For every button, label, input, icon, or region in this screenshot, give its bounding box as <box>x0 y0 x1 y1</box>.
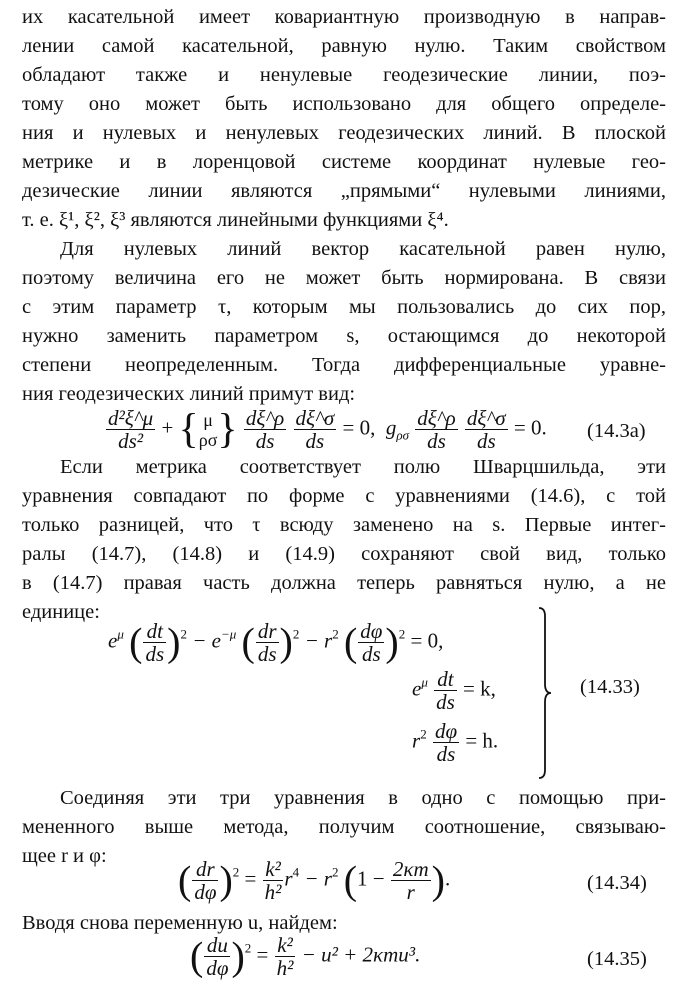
paren-close: ) <box>219 857 233 903</box>
text-line: дезические линии являются „прямыми“ нулевыми линиями, <box>22 180 666 202</box>
paren-close: ) <box>431 857 445 903</box>
equation-14-33-row1 <box>108 620 443 665</box>
text-line: единице: <box>22 601 100 623</box>
exponent: −μ <box>220 626 237 642</box>
fraction <box>294 407 337 452</box>
fraction <box>244 407 286 452</box>
denominator: ds <box>436 690 455 714</box>
equation-14-34 <box>178 858 450 903</box>
paren-open: ( <box>190 933 204 979</box>
metric-g: g <box>385 415 397 440</box>
numerator: 2κm <box>392 857 429 881</box>
fraction <box>465 407 508 452</box>
text-line: лении самой касательной, равную нулю. Таким свойством <box>22 35 666 57</box>
left-brace-glyph: { <box>178 406 199 453</box>
paren-open: ( <box>241 619 255 665</box>
numerator: dt <box>434 668 457 691</box>
equals-sign: = <box>244 866 257 891</box>
minus-r: − r <box>304 628 333 653</box>
equation-number: (14.34) <box>587 872 647 894</box>
equation-number: (14.3a) <box>587 420 646 442</box>
fraction <box>143 620 166 665</box>
exponent: μ <box>421 674 428 690</box>
square-exponent: 2 <box>292 626 300 642</box>
system-right-brace <box>536 606 556 780</box>
fraction <box>263 858 284 903</box>
numerator: dr <box>192 858 218 881</box>
denominator: ds <box>305 429 325 453</box>
text-line: нужно заменить параметром s, остающимся до некоторой <box>22 325 666 347</box>
paren-open: ( <box>129 619 143 665</box>
paren-close: ) <box>167 619 181 665</box>
text-line: Для нулевых линий вектор касательной равен нулю, <box>60 238 666 260</box>
fraction <box>391 858 431 903</box>
text-line: степени неопределенным. Тогда дифференциальные уравне- <box>22 354 666 376</box>
christoffel-symbol <box>199 410 218 450</box>
denominator: ds <box>427 429 446 453</box>
denominator: h² <box>276 956 294 980</box>
equation-14-33-row2 <box>412 668 496 713</box>
square-exponent: 2 <box>244 940 252 956</box>
r-symbol: r <box>412 728 421 753</box>
denominator: dφ <box>194 880 217 904</box>
numerator: k² <box>275 934 296 957</box>
text-line: с этим параметр τ, которым мы пользовались до сих пор, <box>22 296 666 318</box>
numerator: d²ξ^μ <box>108 406 154 430</box>
text-line: поэтому величина его не может быть нормирована. В связи <box>22 267 666 289</box>
text-line: их касательной имеет ковариантную производную в направ- <box>22 6 666 28</box>
equals-zero: = 0. <box>513 415 547 440</box>
christoffel-bottom: ρσ <box>198 429 218 450</box>
text-line: ралы (14.7), (14.8) и (14.9) сохраняют свой вид, только <box>22 543 666 565</box>
christoffel-top: μ <box>203 409 213 430</box>
fraction <box>415 407 457 452</box>
text-line: уравнения совпадают по форме с уравнениями (14.6), с той <box>22 485 666 507</box>
right-brace-glyph: } <box>217 406 238 453</box>
text-line: Соединяя эти три уравнения в одно с помощью при- <box>60 787 666 809</box>
numerator: dφ <box>360 619 383 643</box>
equals-k: = k, <box>463 676 496 701</box>
equation-14-33-row3 <box>412 720 498 765</box>
power-exponent: 4 <box>292 864 300 880</box>
text-line: Если метрика соответствует полю Шварцшильда, эти <box>60 456 666 478</box>
text-line: метрике и в лоренцовой системе координат нулевые гео- <box>22 151 666 173</box>
denominator: ds <box>436 742 456 766</box>
plus-sign: + <box>161 415 174 440</box>
fraction <box>192 858 218 903</box>
paren-open: ( <box>343 857 358 903</box>
fraction <box>275 934 296 979</box>
period: . <box>444 866 451 891</box>
equals-h: = h. <box>465 728 499 753</box>
text-line: в (14.7) правая часть должна теперь равняться нулю, а не <box>22 572 666 594</box>
text-line: щее r и φ: <box>22 845 107 867</box>
numerator: dξ^ρ <box>417 406 456 430</box>
paren-open: ( <box>343 619 358 665</box>
denominator: ds <box>476 429 496 453</box>
denominator: dφ <box>206 956 229 980</box>
fraction <box>256 620 279 665</box>
minus-exp-e: − e <box>192 628 221 653</box>
denominator: ds <box>145 642 165 666</box>
denominator: ds <box>255 429 275 453</box>
denominator: h² <box>264 880 282 904</box>
square-exponent: 2 <box>232 864 240 880</box>
numerator: dφ <box>434 719 458 743</box>
fraction <box>204 934 230 979</box>
minus-r: − r <box>304 866 332 891</box>
text-line: ния геодезических линий примут вид: <box>22 383 356 405</box>
exponent: μ <box>117 626 124 642</box>
equals-zero: = 0, <box>342 415 376 440</box>
paren-open: ( <box>178 857 192 903</box>
text-line: мененного выше метода, получим соотношение, связываю- <box>22 816 666 838</box>
metric-subscript: ρσ <box>396 427 409 443</box>
square-exponent: 2 <box>331 864 339 880</box>
exp-e: e <box>108 628 118 653</box>
text-line: т. е. ξ¹, ξ², ξ³ являются линейными функциями ξ⁴. <box>22 209 449 231</box>
equals-sign: = <box>256 942 269 967</box>
text-line: обладают также и ненулевые геодезические линии, поэ- <box>22 64 666 86</box>
numerator: dξ^σ <box>466 406 506 430</box>
text-line: тому оно может быть использовано для общего определе- <box>22 93 666 115</box>
numerator: du <box>204 934 230 957</box>
numerator: dr <box>257 619 277 643</box>
numerator: dt <box>143 620 166 643</box>
equation-14-35 <box>190 934 420 979</box>
equals-zero: = 0, <box>410 628 444 653</box>
paren-close: ) <box>279 619 293 665</box>
denominator: ds <box>362 642 381 666</box>
r-symbol: r <box>284 866 293 891</box>
paren-close: ) <box>385 619 399 665</box>
square-exponent: 2 <box>420 726 427 742</box>
numerator: dξ^ρ <box>245 406 285 430</box>
denominator: ds <box>257 642 277 666</box>
denominator: ds² <box>118 429 144 453</box>
text-line: только разницей, что τ всюду заменено на s. Первые интег- <box>22 514 666 536</box>
square-exponent: 2 <box>180 626 187 642</box>
fraction <box>434 668 457 713</box>
paren-close: ) <box>231 933 245 979</box>
text-line: ния и нулевых и ненулевых геодезических линий. В плоской <box>22 122 666 144</box>
text-line: Вводя снова переменную u, найдем: <box>22 912 338 934</box>
numerator: k² <box>263 858 284 881</box>
equation-number: (14.35) <box>587 948 647 970</box>
fraction <box>433 720 459 765</box>
exp-e: e <box>412 676 422 701</box>
numerator: dξ^σ <box>295 406 335 430</box>
one-minus: 1 − <box>357 866 385 891</box>
equation-rest: − u² + 2κmu³. <box>301 942 421 967</box>
equation-number: (14.33) <box>580 676 640 698</box>
fraction <box>106 407 155 452</box>
denominator: r <box>406 880 415 904</box>
equation-14-3a <box>105 407 547 452</box>
fraction <box>358 620 384 665</box>
square-exponent: 2 <box>398 626 406 642</box>
square-exponent: 2 <box>332 626 339 642</box>
